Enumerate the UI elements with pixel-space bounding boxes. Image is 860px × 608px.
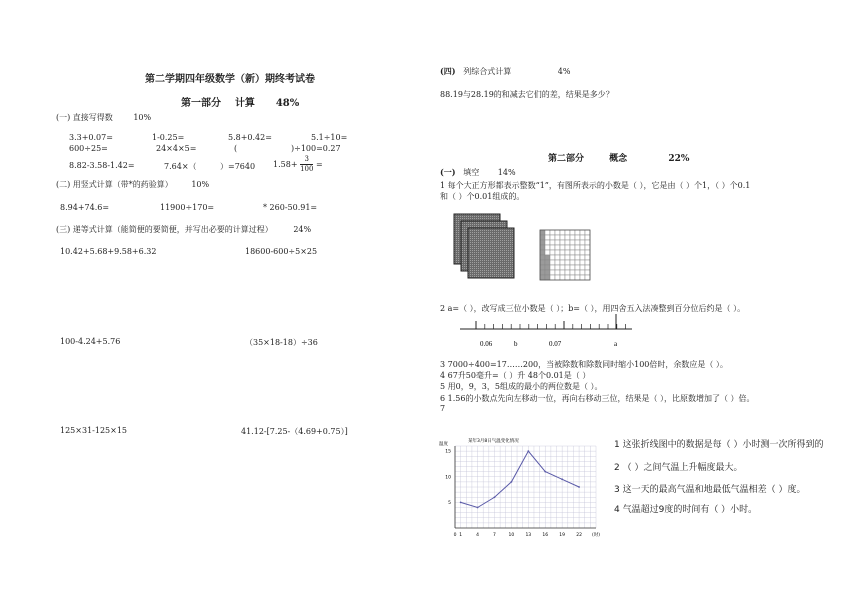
section1-heading xyxy=(56,112,151,123)
hundredth-cell xyxy=(580,240,585,245)
hundredth-cell xyxy=(575,260,580,265)
hundredth-cell xyxy=(550,230,555,235)
part2-topic: 概念 xyxy=(609,154,628,164)
hundredth-cell xyxy=(570,275,575,280)
stepwise-q2: 18600-600÷5×25 xyxy=(245,247,318,256)
vertical-q2: 11900÷170= xyxy=(160,203,215,212)
y-tick-label: 10 xyxy=(445,475,451,481)
section1-text: 直接写得数 xyxy=(72,113,113,122)
question-3: 3 7000÷400=17……200，当被除数和除数同时缩小100倍时，余数应是（ ）。 xyxy=(440,360,728,369)
x-tick-label: 10 xyxy=(508,533,515,538)
fill-text: 填空 xyxy=(463,168,480,177)
x-tick-label: 16 xyxy=(542,533,549,538)
hundredth-cell xyxy=(570,260,575,265)
chart-series xyxy=(460,450,580,508)
fraction xyxy=(300,155,313,174)
hundredth-cell xyxy=(585,275,590,280)
section4-heading xyxy=(440,66,570,77)
section2-text: 用竖式计算（带*的药验算） xyxy=(72,180,173,189)
part1-heading xyxy=(181,94,299,109)
direct-q9-rest: ）=7640 xyxy=(220,162,256,171)
hundredth-cell xyxy=(585,260,590,265)
section4-question: 88.19与28.19的和减去它们的差，结果是多少？ xyxy=(440,90,614,99)
part1-percent: 48% xyxy=(275,98,300,109)
hundredth-cell xyxy=(560,250,565,255)
hundredth-cell xyxy=(555,270,560,275)
hundredth-cell xyxy=(560,230,565,235)
x-tick-label: 0 xyxy=(453,533,457,538)
hundredth-cell xyxy=(560,235,565,240)
number-line xyxy=(456,312,636,352)
hundredth-cell xyxy=(585,240,590,245)
part2-name: 第二部分 xyxy=(548,154,585,164)
hundredth-cell xyxy=(565,240,570,245)
x-tick-label: 22 xyxy=(576,533,582,538)
whole-square-3 xyxy=(468,228,514,278)
x-tick-label: 1 xyxy=(459,533,463,538)
part2-heading xyxy=(548,151,689,164)
hundredth-cell xyxy=(540,240,545,245)
section1-percent: 10% xyxy=(133,113,152,122)
y-tick-label: 5 xyxy=(448,500,451,506)
hundredth-cell xyxy=(575,230,580,235)
data-point xyxy=(460,501,462,503)
hundredth-cell xyxy=(565,275,570,280)
stepwise-q6: 41.12-[7.25-（4.69+0.75）] xyxy=(241,427,348,436)
hundredth-cell xyxy=(550,245,555,250)
hundredth-cell xyxy=(540,270,545,275)
data-point xyxy=(511,481,513,483)
hundredth-cell xyxy=(580,235,585,240)
label-a: a xyxy=(614,340,618,348)
hundredth-cell xyxy=(555,275,560,280)
hundredths-grid xyxy=(540,230,590,280)
x-tick-label: 7 xyxy=(493,533,496,538)
hundredth-cell xyxy=(560,270,565,275)
stepwise-q3: 100-4.24+5.76 xyxy=(60,337,121,346)
vertical-q1: 8.94+74.6= xyxy=(60,203,110,212)
part1-name: 第一部分 xyxy=(181,98,221,109)
section1-label: (一) xyxy=(56,113,71,122)
hundredth-cell xyxy=(580,260,585,265)
section3-percent: 24% xyxy=(293,225,312,234)
data-point xyxy=(578,486,580,488)
hundredth-cell xyxy=(575,265,580,270)
x-tick-label: 19 xyxy=(559,533,566,538)
hundredth-cell xyxy=(585,255,590,260)
hundredth-cell xyxy=(565,265,570,270)
hundredth-cell xyxy=(540,235,545,240)
hundredth-cell xyxy=(555,245,560,250)
stepwise-q1: 10.42+5.68+9.58+6.32 xyxy=(60,247,157,256)
hundredth-cell xyxy=(565,235,570,240)
hundredth-cell xyxy=(545,255,550,260)
label-0-06: 0.06 xyxy=(480,340,493,348)
hundredth-cell xyxy=(565,245,570,250)
hundredth-cell xyxy=(580,255,585,260)
chart-question-2: 2 （ ）之间气温上升幅度最大。 xyxy=(614,463,743,473)
question-7: 7 xyxy=(440,404,446,413)
question-4: 4 67升50毫升=（ ）升 48个0.01是（ ） xyxy=(440,371,591,380)
hundredth-cell xyxy=(545,260,550,265)
vertical-q3: * 260-50.91= xyxy=(263,203,318,212)
temperature-chart xyxy=(438,434,608,544)
hundredth-cell xyxy=(575,250,580,255)
hundredth-cell xyxy=(545,235,550,240)
question-1a: 1 每个大正方形都表示整数“1”，有图所表示的小数是（ ），它是由（ ）个1，（ ）个0.1 xyxy=(440,181,751,190)
hundredth-cell xyxy=(585,230,590,235)
hundredth-cell xyxy=(545,270,550,275)
chart-question-1: 1 这张折线图中的数据是每（ ）小时测一次所得到的 xyxy=(614,440,824,450)
hundredth-cell xyxy=(540,255,545,260)
hundredth-cell xyxy=(565,270,570,275)
hundredth-cell xyxy=(545,265,550,270)
hundredth-cell xyxy=(570,245,575,250)
hundredth-cell xyxy=(555,230,560,235)
hundredth-cell xyxy=(555,265,560,270)
y-tick-label: 15 xyxy=(445,449,451,455)
section2-label: (二) xyxy=(56,180,71,189)
hundredth-cell xyxy=(580,270,585,275)
direct-q7-open: ( xyxy=(234,144,238,153)
hundredth-cell xyxy=(575,270,580,275)
direct-q8: 8.82-3.58-1.42= xyxy=(69,161,135,170)
hundredth-cell xyxy=(580,245,585,250)
direct-q7-rest: )÷100=0.27 xyxy=(291,144,341,153)
hundredth-cell xyxy=(560,265,565,270)
hundredth-cell xyxy=(585,235,590,240)
hundredth-cell xyxy=(540,260,545,265)
hundredth-cell xyxy=(575,275,580,280)
hundredth-cell xyxy=(540,230,545,235)
direct-q4: 5.1÷10= xyxy=(311,133,348,142)
hundredth-cell xyxy=(585,270,590,275)
label-b: b xyxy=(514,340,518,348)
hundredth-cell xyxy=(545,240,550,245)
hundredth-cell xyxy=(570,230,575,235)
chart-y-ticks xyxy=(445,449,451,506)
chart-title: 某年3月8日气温变化情况 xyxy=(468,439,519,444)
question-2: 2 a=（ ），改写成三位小数是（ ）；b=（ ），用四舍五入法凑整到百分位后约是（ ）。 xyxy=(440,304,746,313)
part2-percent: 22% xyxy=(668,154,690,164)
hundredth-cell xyxy=(580,265,585,270)
hundredth-cell xyxy=(565,250,570,255)
x-tick-label: 13 xyxy=(525,533,532,538)
hundredth-cell xyxy=(570,265,575,270)
hundredth-cell xyxy=(570,235,575,240)
section2-heading xyxy=(56,179,209,190)
hundredth-cell xyxy=(570,255,575,260)
hundredth-cell xyxy=(545,245,550,250)
hundredth-cell xyxy=(555,260,560,265)
chart-ylabel: 温度 xyxy=(439,442,448,447)
hundredth-cell xyxy=(555,255,560,260)
number-line-ticks xyxy=(476,314,626,329)
hundredth-cell xyxy=(565,230,570,235)
hundredth-cell xyxy=(555,240,560,245)
hundredth-cell xyxy=(580,250,585,255)
hundredth-cell xyxy=(570,250,575,255)
hundredth-cell xyxy=(540,250,545,255)
hundredth-cell xyxy=(550,275,555,280)
hundredth-cell xyxy=(575,240,580,245)
hundredth-cell xyxy=(540,245,545,250)
chart-x-ticks xyxy=(454,531,601,538)
hundredth-cell xyxy=(540,265,545,270)
x-tick-label: (时) xyxy=(591,533,601,538)
data-point xyxy=(544,471,546,473)
data-point xyxy=(477,507,479,509)
section4-text: 列综合式计算 xyxy=(463,67,512,76)
hundredth-cell xyxy=(565,260,570,265)
section4-percent: 4% xyxy=(557,67,571,76)
page-title: 第二学期四年级数学（新）期终考试卷 xyxy=(145,74,315,85)
question-5: 5 用0，9，3，5组成的最小的两位数是（ ）。 xyxy=(440,382,603,391)
direct-q9: 7.64×（ xyxy=(164,162,197,171)
hundredth-cell xyxy=(555,250,560,255)
hundredth-cell xyxy=(585,245,590,250)
fill-percent: 14% xyxy=(497,168,516,177)
section2-percent: 10% xyxy=(191,180,210,189)
hundredth-cell xyxy=(560,240,565,245)
hundredth-cell xyxy=(560,245,565,250)
chart-question-3: 3 这一天的最高气温和地最低气温相差（ ）度。 xyxy=(614,485,806,495)
stepwise-q5: 125×31-125×15 xyxy=(60,426,128,435)
hundredth-cell xyxy=(550,250,555,255)
hundredth-cell xyxy=(550,270,555,275)
direct-q10 xyxy=(273,155,323,174)
hundredth-cell xyxy=(540,275,545,280)
data-point xyxy=(494,496,496,498)
hundredth-cell xyxy=(585,265,590,270)
hundredth-cell xyxy=(550,260,555,265)
part1-topic: 计算 xyxy=(234,98,255,109)
hundredth-cell xyxy=(545,250,550,255)
hundredth-cell xyxy=(560,260,565,265)
hundredth-cell xyxy=(560,275,565,280)
direct-q3: 5.8+0.42= xyxy=(228,133,272,142)
section4-label: (四) xyxy=(440,66,456,76)
hundredth-cell xyxy=(575,245,580,250)
fraction-denominator: 100 xyxy=(300,165,314,173)
question-6: 6 1.56的小数点先向左移动一位，再向右移动三位，结果是（ ），比原数增加了（ ）倍。 xyxy=(440,394,755,403)
question-1b: 和（ ）个0.01组成的。 xyxy=(440,192,525,201)
hundredth-cell xyxy=(570,240,575,245)
fill-label: (一) xyxy=(440,167,456,177)
chart-question-4: 4 气温超过9度的时间有（ ）小时。 xyxy=(614,505,758,515)
hundredth-cell xyxy=(580,275,585,280)
hundredth-cell xyxy=(550,265,555,270)
direct-q1: 3.3+0.07= xyxy=(69,133,113,142)
data-point xyxy=(561,478,563,480)
section3-heading xyxy=(56,224,311,235)
data-point xyxy=(527,450,529,452)
hundredth-cell xyxy=(550,235,555,240)
section3-label: (三) xyxy=(56,225,71,234)
hundredth-cell xyxy=(565,255,570,260)
fraction-equals: = xyxy=(315,160,323,169)
hundredth-cell xyxy=(550,255,555,260)
hundredth-cell xyxy=(560,255,565,260)
hundredth-cell xyxy=(575,255,580,260)
fill-heading xyxy=(440,167,516,178)
hundredth-cell xyxy=(555,235,560,240)
direct-q2: 1-0.25= xyxy=(152,133,185,142)
label-0-07: 0.07 xyxy=(549,340,562,348)
x-tick-label: 4 xyxy=(476,533,479,538)
hundredth-cell xyxy=(545,275,550,280)
decimal-squares-figure xyxy=(452,212,642,288)
stepwise-q4: （35×18-18）÷36 xyxy=(245,338,318,347)
chart-grid xyxy=(455,446,596,528)
hundredth-cell xyxy=(550,240,555,245)
hundredth-cell xyxy=(570,270,575,275)
fraction-numerator: 3 xyxy=(300,155,313,165)
hundredth-cell xyxy=(545,230,550,235)
hundredth-cell xyxy=(580,230,585,235)
section3-text: 递等式计算（能简便的要简便，并写出必要的计算过程） xyxy=(72,225,273,234)
hundredth-cell xyxy=(575,235,580,240)
direct-q10-lead: 1.58+ xyxy=(273,160,298,169)
hundredth-cell xyxy=(585,250,590,255)
direct-q6: 24×4×5= xyxy=(156,144,197,153)
direct-q5: 600÷25= xyxy=(69,144,108,153)
